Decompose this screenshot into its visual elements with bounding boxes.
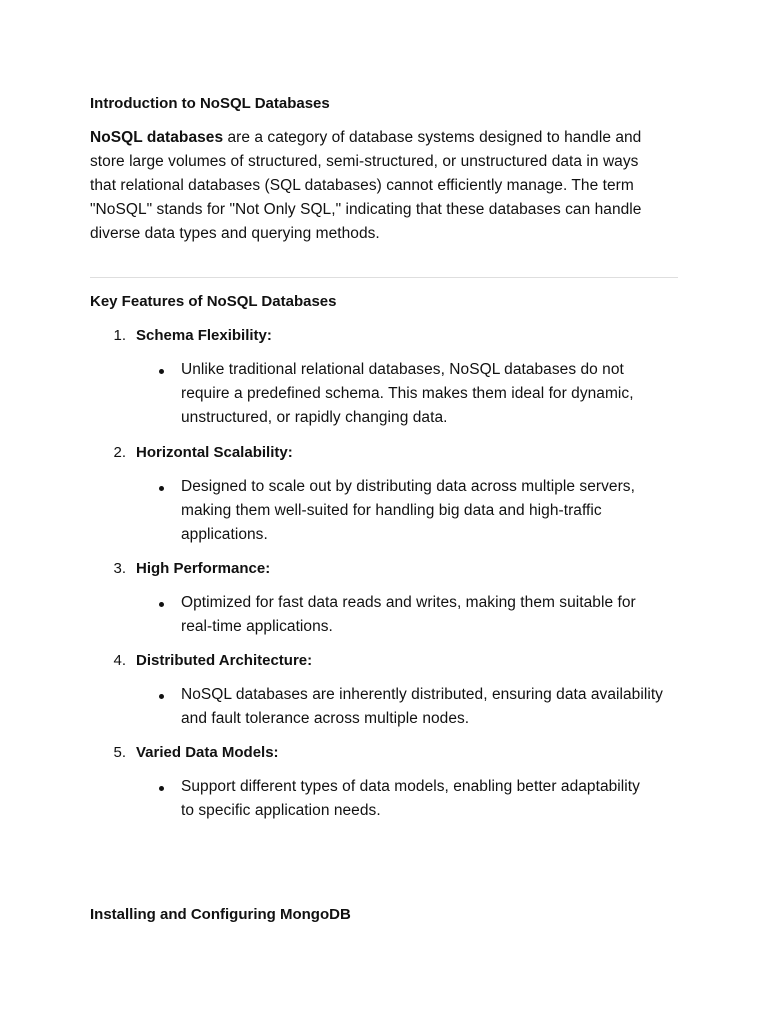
bullet-1: [159, 369, 164, 374]
feature-1-line-2: require a predefined schema. This makes them ideal for dynamic,: [181, 385, 634, 402]
feature-title-5: Varied Data Models:: [136, 744, 279, 761]
feature-1-line-1: Unlike traditional relational databases, NoSQL databases do not: [181, 361, 624, 378]
intro-line-1: [90, 126, 641, 150]
intro-line-2: store large volumes of structured, semi-structured, or unstructured data in ways: [90, 153, 639, 170]
feature-title-2: Horizontal Scalability:: [136, 444, 293, 461]
feature-title-4: Distributed Architecture:: [136, 652, 313, 669]
intro-heading: Introduction to NoSQL Databases: [90, 95, 330, 112]
feature-title-3: High Performance:: [136, 560, 271, 577]
feature-1-line-3: unstructured, or rapidly changing data.: [181, 409, 448, 426]
feature-title-1: Schema Flexibility:: [136, 327, 272, 344]
feature-number-3: 3.: [113, 560, 126, 577]
feature-number-1: 1.: [113, 327, 126, 344]
features-heading: Key Features of NoSQL Databases: [90, 293, 337, 310]
section-divider: [90, 277, 678, 278]
feature-2-line-1: Designed to scale out by distributing data across multiple servers,: [181, 478, 635, 495]
intro-line-1-text: are a category of database systems designed to handle and: [223, 129, 642, 146]
feature-5-line-2: to specific application needs.: [181, 802, 381, 819]
feature-number-4: 4.: [113, 652, 126, 669]
feature-number-2: 2.: [113, 444, 126, 461]
feature-number-5: 5.: [113, 744, 126, 761]
next-section-heading: Installing and Configuring MongoDB: [90, 906, 351, 923]
bullet-2: [159, 486, 164, 491]
bullet-4: [159, 694, 164, 699]
feature-4-line-2: and fault tolerance across multiple nodes.: [181, 710, 470, 727]
bullet-3: [159, 602, 164, 607]
feature-2-line-2: making them well-suited for handling big data and high-traffic: [181, 502, 602, 519]
intro-line-4: "NoSQL" stands for "Not Only SQL," indicating that these databases can handle: [90, 201, 642, 218]
feature-3-line-2: real-time applications.: [181, 618, 333, 635]
feature-5-line-1: Support different types of data models, enabling better adaptability: [181, 778, 640, 795]
feature-2-line-3: applications.: [181, 526, 268, 543]
feature-3-line-1: Optimized for fast data reads and writes, making them suitable for: [181, 594, 636, 611]
intro-term: NoSQL databases: [90, 129, 224, 146]
feature-4-line-1: NoSQL databases are inherently distributed, ensuring data availability: [181, 686, 663, 703]
intro-line-3: that relational databases (SQL databases) cannot efficiently manage. The term: [90, 177, 634, 194]
intro-line-5: diverse data types and querying methods.: [90, 225, 380, 242]
bullet-5: [159, 786, 164, 791]
